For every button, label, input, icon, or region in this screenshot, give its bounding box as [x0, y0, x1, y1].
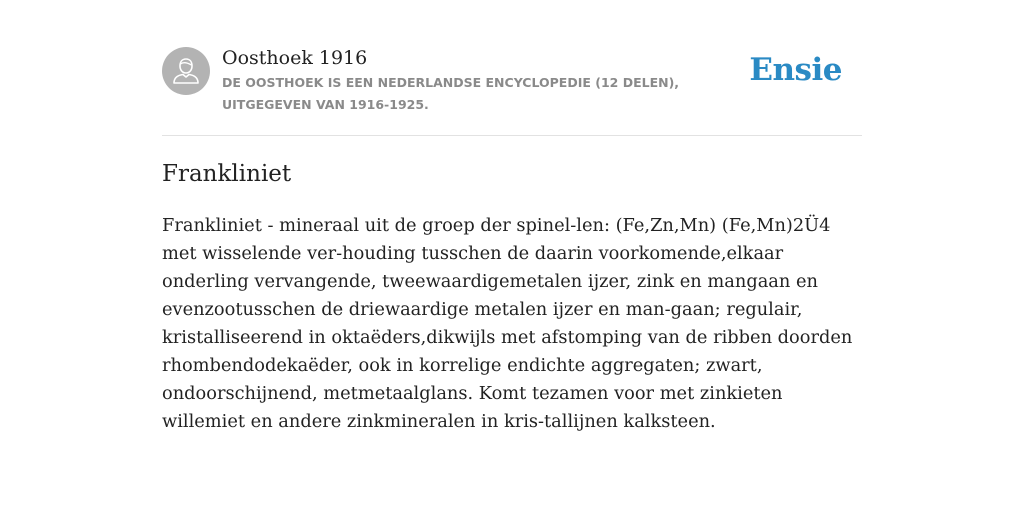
source-header — [162, 44, 862, 136]
ensie-logo[interactable]: Ensie — [749, 52, 842, 88]
header-divider — [162, 135, 862, 136]
entry-body: Frankliniet - mineraal uit de groep der spinel-len: (Fe,Zn,Mn) (Fe,Mn)2Ü4 met wisselende ver-houding tusschen de daarin voorkomende,elkaar onderling vervangende, tweewaardigemetalen ijzer, zink en mangaan en evenzootusschen de driewaardige metalen ijzer en man-gaan; regulair, kristalliseerend in oktaëders,dikwijls met afstomping van de ribben doorden rhombendodekaëder, ook in korrelige endichte aggregaten; zwart, ondoorschijnend, metmetaalglans. Komt tezamen voor met zinkieten willemiet en andere zinkmineralen in kris-tallijnen kalksteen. — [162, 215, 853, 432]
user-icon — [162, 47, 210, 95]
source-description: DE OOSTHOEK IS EEN NEDERLANDSE ENCYCLOPEDIE (12 DELEN), UITGEGEVEN VAN 1916-1925. — [222, 75, 680, 112]
source-avatar[interactable] — [162, 47, 210, 95]
source-title[interactable]: Oosthoek 1916 — [222, 47, 368, 69]
entry-title: Frankliniet — [162, 161, 292, 187]
